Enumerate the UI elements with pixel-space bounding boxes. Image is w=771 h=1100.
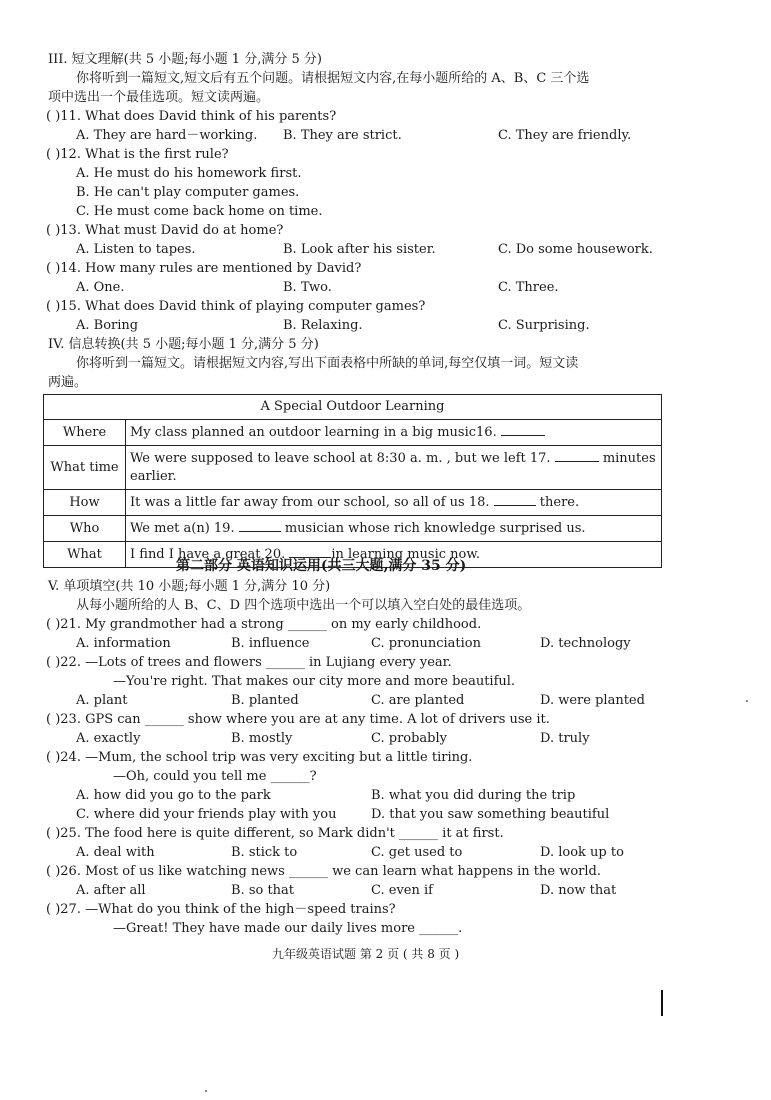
question-26-option-d: D. now that (540, 883, 617, 898)
question-25-stem: ( )25. The food here is quite different, so Mark didn't ______ it at first. (46, 826, 504, 841)
question-23-option-c: C. probably (371, 731, 448, 746)
question-26-stem: ( )26. Most of us like watching news ______ we can learn what happens in the world. (46, 864, 602, 879)
question-12-option-a: A. He must do his homework first. (76, 166, 302, 181)
row-value-where (126, 420, 662, 446)
row-text-cont2: earlier. (130, 469, 177, 484)
question-11-option-c: C. They are friendly. (498, 128, 632, 143)
question-26-option-c: C. even if (371, 883, 433, 898)
question-15-option-a: A. Boring (76, 318, 139, 333)
question-21-option-a: A. information (76, 636, 171, 651)
row-text: We met a(n) 19. (130, 521, 239, 536)
answer-blank-19[interactable] (239, 519, 281, 532)
question-24-option-a: A. how did you go to the park (76, 788, 271, 803)
question-11-option-b: B. They are strict. (283, 128, 402, 143)
row-text-cont: musician whose rich knowledge surprised us. (280, 521, 586, 536)
question-21-option-d: D. technology (540, 636, 631, 651)
section-5-heading: V. 单项填空(共 10 小题;每小题 1 分,满分 10 分) (48, 579, 331, 594)
section-3-instructions-line2: 项中选出一个最佳选项。短文读两遍。 (48, 90, 270, 105)
question-24-stem-reply: —Oh, could you tell me ______? (113, 769, 317, 784)
question-14-option-a: A. One. (76, 280, 125, 295)
question-23-option-b: B. mostly (231, 731, 293, 746)
row-text-cont: there. (535, 495, 580, 510)
info-table (43, 394, 662, 568)
part-2-title: 第二部分 英语知识运用(共三大题,满分 35 分) (176, 558, 467, 574)
question-12-option-c: C. He must come back home on time. (76, 204, 323, 219)
question-21-stem: ( )21. My grandmother had a strong ______ on my early childhood. (46, 617, 482, 632)
question-27-stem-reply: —Great! They have made our daily lives more ______. (113, 921, 463, 936)
question-24-option-c: C. where did your friends play with you (76, 807, 337, 822)
question-25-option-d: D. look up to (540, 845, 624, 860)
row-text: It was a little far away from our school, so all of us 18. (130, 495, 494, 510)
scan-speck (746, 700, 748, 702)
question-11-option-a: A. They are hard－working. (76, 128, 258, 143)
question-15-stem: ( )15. What does David think of playing computer games? (46, 299, 426, 314)
row-key-where: Where (44, 420, 126, 446)
answer-blank-20[interactable] (289, 545, 331, 558)
question-27-stem: ( )27. —What do you think of the high－speed trains? (46, 902, 396, 917)
section-3-instructions-line1: 你将听到一篇短文,短文后有五个问题。请根据短文内容,在每小题所给的 A、B、C 三个选 (76, 71, 590, 86)
question-14-option-c: C. Three. (498, 280, 559, 295)
question-13-option-a: A. Listen to tapes. (76, 242, 196, 257)
section-3-heading: III. 短文理解(共 5 小题;每小题 1 分,满分 5 分) (48, 52, 322, 67)
question-22-option-c: C. are planted (371, 693, 465, 708)
question-22-option-a: A. plant (76, 693, 128, 708)
question-24-option-b: B. what you did during the trip (371, 788, 576, 803)
question-14-stem: ( )14. How many rules are mentioned by David? (46, 261, 362, 276)
question-15-option-c: C. Surprising. (498, 318, 590, 333)
section-4-instructions-line1: 你将听到一篇短文。请根据短文内容,写出下面表格中所缺的单词,每空仅填一词。短文读 (76, 356, 579, 371)
answer-blank-17[interactable] (555, 449, 599, 462)
row-key-what: What (44, 542, 126, 568)
row-text: My class planned an outdoor learning in a big music16. (130, 425, 501, 440)
row-value-how (126, 490, 662, 516)
question-26-option-b: B. so that (231, 883, 295, 898)
question-25-option-c: C. get used to (371, 845, 463, 860)
question-22-option-b: B. planted (231, 693, 299, 708)
scan-speck (205, 1090, 207, 1092)
question-12-stem: ( )12. What is the first rule? (46, 147, 229, 162)
question-22-option-d: D. were planted (540, 693, 645, 708)
table-row (44, 420, 662, 446)
table-row (44, 446, 662, 490)
question-24-stem: ( )24. —Mum, the school trip was very exciting but a little tiring. (46, 750, 473, 765)
table-row (44, 490, 662, 516)
row-value-who (126, 516, 662, 542)
table-caption-row (44, 395, 662, 420)
question-21-option-c: C. pronunciation (371, 636, 481, 651)
question-22-stem-reply: —You're right. That makes our city more and more beautiful. (113, 674, 516, 689)
row-text-cont: minutes (598, 451, 656, 466)
question-12-option-b: B. He can't play computer games. (76, 185, 300, 200)
question-23-option-d: D. truly (540, 731, 590, 746)
answer-blank-18[interactable] (494, 493, 536, 506)
question-13-option-b: B. Look after his sister. (283, 242, 436, 257)
row-text: We were supposed to leave school at 8:30 a. m. , but we left 17. (130, 451, 555, 466)
section-5-instructions: 从每小题所给的人 B、C、D 四个选项中选出一个可以填入空白处的最佳选项。 (76, 598, 531, 613)
page-footer: 九年级英语试题 第 2 页 ( 共 8 页 ) (272, 947, 460, 961)
question-13-stem: ( )13. What must David do at home? (46, 223, 284, 238)
question-15-option-b: B. Relaxing. (283, 318, 363, 333)
question-14-option-b: B. Two. (283, 280, 332, 295)
row-key-who: Who (44, 516, 126, 542)
question-25-option-a: A. deal with (76, 845, 155, 860)
question-21-option-b: B. influence (231, 636, 310, 651)
scan-margin-mark (661, 990, 663, 1016)
row-text-cont: in learning music now. (331, 547, 481, 562)
row-key-how: How (44, 490, 126, 516)
section-4-heading: IV. 信息转换(共 5 小题;每小题 1 分,满分 5 分) (48, 337, 319, 352)
question-23-stem: ( )23. GPS can ______ show where you are at any time. A lot of drivers use it. (46, 712, 550, 727)
table-row (44, 516, 662, 542)
row-key-what-time: What time (44, 446, 126, 490)
question-24-option-d: D. that you saw something beautiful (371, 807, 610, 822)
question-23-option-a: A. exactly (76, 731, 141, 746)
answer-blank-16[interactable] (501, 423, 545, 436)
section-4-instructions-line2: 两遍。 (48, 375, 88, 390)
question-22-stem: ( )22. —Lots of trees and flowers ______ in Lujiang every year. (46, 655, 452, 670)
row-text: I find I have a great 20. (130, 547, 290, 562)
row-value-what-time (126, 446, 662, 490)
question-25-option-b: B. stick to (231, 845, 298, 860)
question-26-option-a: A. after all (76, 883, 146, 898)
question-13-option-c: C. Do some housework. (498, 242, 653, 257)
table-caption: A Special Outdoor Learning (44, 395, 662, 420)
question-11-stem: ( )11. What does David think of his parents? (46, 109, 337, 124)
